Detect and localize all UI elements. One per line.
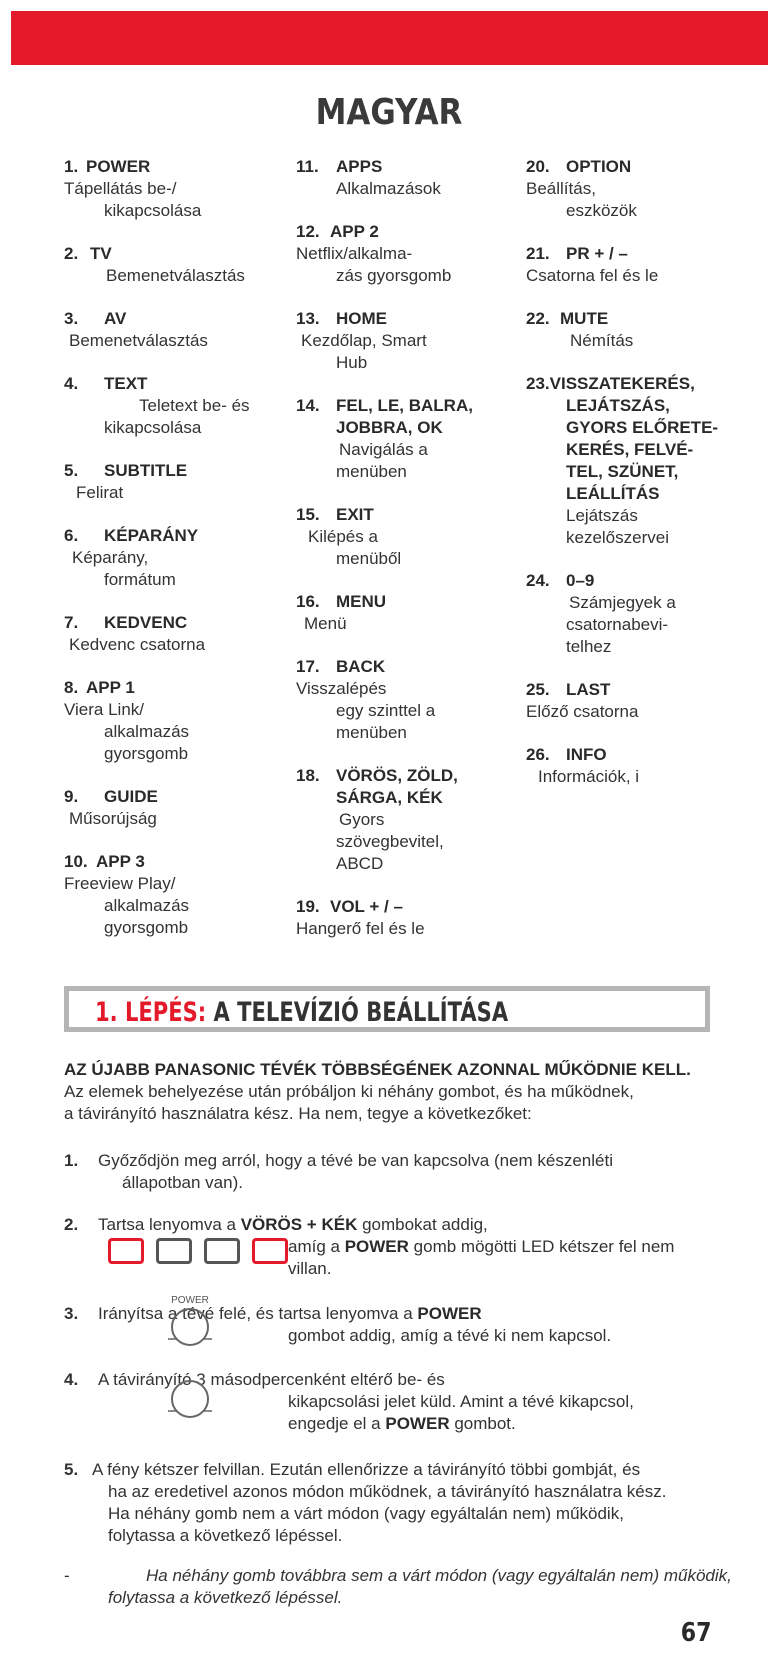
- list-item: 6. KÉPARÁNY Képarány, formátum: [64, 526, 199, 589]
- list-item: 7. KEDVENC Kedvenc csatorna: [64, 613, 206, 654]
- list-item: 19. VOL + / – Hangerő fel és le: [296, 897, 425, 938]
- button-list-column-1: [64, 156, 274, 960]
- list-item: 1. POWER Tápellátás be-/ kikapcsolása: [64, 157, 202, 220]
- blue-button-icon: [252, 1238, 288, 1264]
- header-red-bar: [11, 11, 768, 65]
- list-item: 26. INFO Információk, i: [526, 745, 640, 786]
- power-button-icon: [166, 1294, 214, 1350]
- svg-text:POWER: POWER: [171, 1295, 209, 1306]
- list-item: 13. HOME Kezdőlap, Smart Hub: [296, 309, 427, 372]
- list-item: 22. MUTE Némítás: [526, 309, 634, 350]
- list-item: 12. APP 2 Netflix/alkalma- zás gyorsgomb: [296, 222, 452, 285]
- list-item: 2. TV Bemenetválasztás: [64, 244, 245, 285]
- list-item: 8. APP 1 Viera Link/ alkalmazás gyorsgomb: [64, 678, 190, 763]
- list-item: 18. VÖRÖS, ZÖLD, SÁRGA, KÉK Gyors szövegbevitel, ABCD: [296, 766, 458, 873]
- list-item: 17. BACK Visszalépés egy szinttel a menüben: [296, 657, 436, 742]
- list-item: 3. AV Bemenetválasztás: [64, 309, 208, 350]
- list-item: 20. OPTION Beállítás, eszközök: [526, 157, 637, 220]
- intro-heading: AZ ÚJABB PANASONIC TÉVÉK TÖBBSÉGÉNEK AZONNAL MŰKÖDNIE KELL.: [64, 1060, 691, 1079]
- list-item: 10. APP 3 Freeview Play/ alkalmazás gyorsgomb: [64, 852, 190, 937]
- step-heading: 1. LÉPÉS: A TELEVÍZIÓ BEÁLLÍTÁSA: [95, 997, 509, 1028]
- power-button-icon: [166, 1366, 214, 1422]
- list-item: 4. TEXT Teletext be- és kikapcsolása: [64, 374, 250, 437]
- page-number: 67: [680, 1618, 712, 1648]
- step-5: 5. A fény kétszer felvillan. Ezután ellenőrizze a távirányító többi gombját, és ha az eredetivel azonos módon működnek, a távirányító használatra kész. Ha néhány gomb nem a várt módon (vagy egyáltalán nem) működik, folytassa a következő lépéssel.: [64, 1460, 667, 1545]
- list-item: 5. SUBTITLE Felirat: [64, 461, 188, 502]
- note: - Ha néhány gomb továbbra sem a várt módon (vagy egyáltalán nem) működik, folytassa a következő lépéssel.: [64, 1566, 732, 1607]
- list-item: 24. 0–9 Számjegyek a csatornabevi- telhez: [526, 571, 676, 656]
- step-3: 3. Irányítsa a tévé felé, és tartsa lenyomva a POWER gombot addig, amíg a tévé ki nem kapcsol.: [64, 1304, 612, 1345]
- button-icon: [204, 1238, 240, 1264]
- list-item: 14. FEL, LE, BALRA, JOBBRA, OK Navigálás a menüben: [296, 396, 473, 481]
- page-title: MAGYAR: [315, 92, 463, 133]
- list-item: 16. MENU Menü: [296, 592, 387, 633]
- step-4: 4. A távirányító 3 másodpercenként eltérő be- és kikapcsolási jelet küld. Amint a tévé kikapcsol, engedje el a POWER gombot.: [64, 1370, 634, 1433]
- color-buttons-illustration: [108, 1238, 300, 1269]
- intro-text: Az elemek behelyezése után próbáljon ki néhány gombot, és ha működnek, a távirányító használatra kész. Ha nem, tegye a következőket:: [64, 1082, 634, 1123]
- list-item: 23.VISSZATEKERÉS, LEJÁTSZÁS, GYORS ELŐRETE- KERÉS, FELVÉ- TEL, SZÜNET, LEÁLLÍTÁS Lejátszás kezelőszervei: [526, 374, 719, 547]
- button-list-column-3: [526, 156, 756, 809]
- list-item: 15. EXIT Kilépés a menüből: [296, 505, 402, 568]
- button-list-column-2: [296, 156, 506, 961]
- list-item: 25. LAST Előző csatorna: [526, 680, 639, 721]
- list-item: 11. APPS Alkalmazások: [296, 157, 441, 198]
- step-2: 2. Tartsa lenyomva a VÖRÖS + KÉK gombokat addig, amíg a POWER gomb mögötti LED kétszer fel nem villan.: [64, 1215, 675, 1278]
- button-icon: [156, 1238, 192, 1264]
- step-heading-box: [64, 986, 710, 1032]
- step-1: 1. Győződjön meg arról, hogy a tévé be van kapcsolva (nem készenléti állapotban van).: [64, 1151, 613, 1192]
- list-item: 9. GUIDE Műsorújság: [64, 787, 158, 828]
- list-item: 21. PR + / – Csatorna fel és le: [526, 244, 659, 285]
- red-button-icon: [108, 1238, 144, 1264]
